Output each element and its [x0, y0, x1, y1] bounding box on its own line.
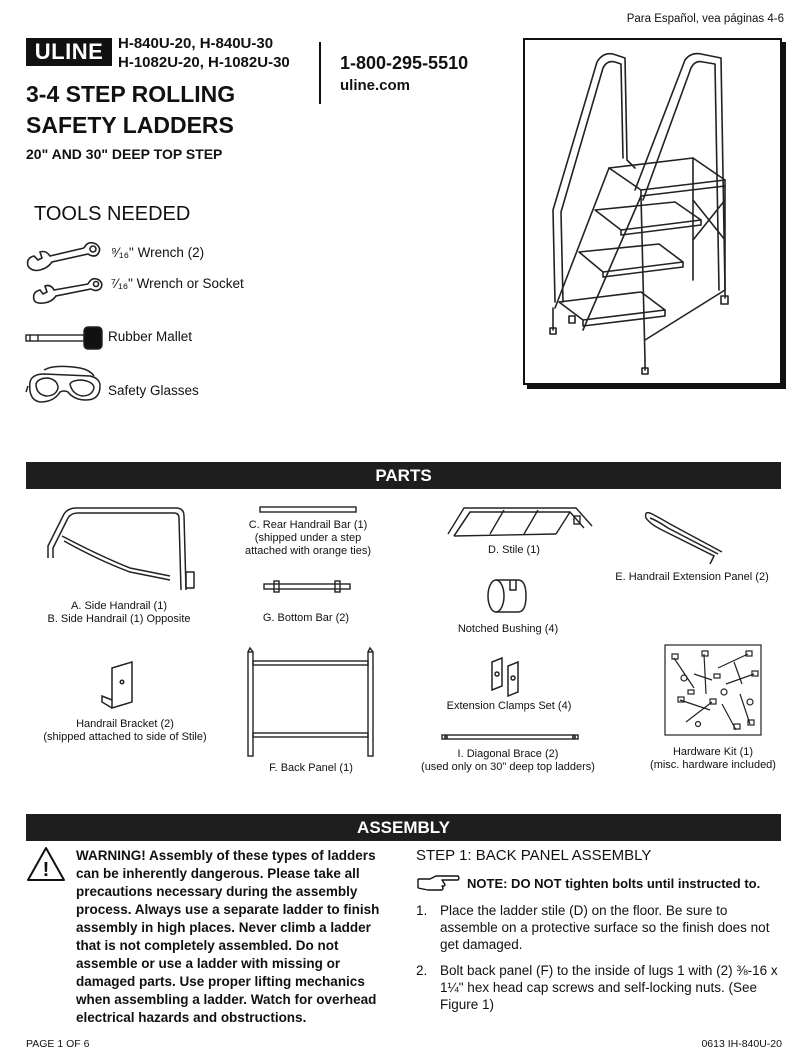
hardware-kit-icon	[664, 644, 762, 736]
list-item	[416, 962, 782, 1013]
bracket-line-2: (shipped attached to side of Stile)	[43, 731, 207, 743]
warning-text	[76, 847, 382, 1027]
brace-line-1: I. Diagonal Brace (2)	[457, 748, 559, 760]
diagonal-brace-icon	[440, 732, 580, 742]
rear-bar-line-2: (shipped under a step	[254, 532, 362, 544]
header-divider	[319, 42, 321, 104]
stile-icon	[444, 504, 594, 540]
side-handrail-caption	[30, 600, 208, 626]
tool-label-3: Rubber Mallet	[108, 329, 193, 344]
models-line-2: H-1082U-20, H-1082U-30	[118, 54, 290, 71]
brace-line-2: (used only on 30" deep top ladders)	[421, 761, 595, 773]
bracket-caption	[28, 718, 222, 744]
wrench-icon	[24, 240, 104, 276]
document-code: 0613 IH-840U-20	[701, 1038, 782, 1050]
page-title	[26, 79, 235, 141]
tool-2-frac: ⁷⁄₁₆	[111, 276, 129, 291]
website: uline.com	[340, 77, 411, 94]
svg-text:!: !	[42, 859, 50, 881]
step-list	[416, 902, 782, 1022]
side-handrail-b: B. Side Handrail (1) Opposite	[47, 613, 191, 625]
tool-1-label: " Wrench (2)	[129, 245, 205, 260]
list-item-number: 1.	[416, 903, 428, 918]
side-handrail-a: A. Side Handrail (1)	[71, 600, 167, 612]
bottom-bar-icon	[262, 580, 352, 594]
hardware-caption	[640, 746, 786, 772]
tool-label-4: Safety Glasses	[108, 383, 199, 398]
pointing-hand-icon	[416, 874, 460, 892]
rolling-ladder-icon	[525, 40, 780, 383]
rear-handrail-bar-icon	[258, 506, 358, 514]
extension-panel-caption: E. Handrail Extension Panel (2)	[615, 571, 769, 583]
mallet-icon	[24, 324, 106, 352]
rear-bar-line-1: C. Rear Handrail Bar (1)	[248, 519, 368, 531]
bushing-caption: Notched Bushing (4)	[457, 623, 559, 635]
warning-body: Assembly of these types of ladders can be inherently dangerous. Please take all precautions necessary during the assembly process. Always use a separate ladder to finish assembly in high places. Never climb a ladder that is not completely assembled. Do not assemble or use a ladder with missing or damaged parts. Use proper lifting mechanics when assembling a ladder. Watch for overhead electrical hazards and obstructions.	[76, 848, 380, 1025]
note-text	[467, 876, 760, 891]
hardware-line-2: (misc. hardware included)	[650, 759, 776, 771]
subtitle: 20" AND 30" DEEP TOP STEP	[26, 146, 223, 162]
title-line-2: SAFETY LADDERS	[26, 112, 234, 138]
tool-label-2	[111, 276, 244, 291]
notched-bushing-icon	[484, 576, 530, 616]
side-handrail-icon	[40, 506, 210, 596]
bottom-bar-caption: G. Bottom Bar (2)	[262, 612, 350, 624]
models-line-1: H-840U-20, H-840U-30	[118, 35, 274, 52]
step-1-title: STEP 1: BACK PANEL ASSEMBLY	[416, 847, 652, 864]
note-suffix: tighten bolts until instructed to.	[561, 876, 761, 891]
hardware-line-1: Hardware Kit (1)	[672, 746, 754, 758]
spanish-note: Para Español, vea páginas 4-6	[626, 13, 784, 25]
page-number: PAGE 1 OF 6	[26, 1038, 90, 1050]
tool-label-1	[111, 245, 204, 260]
uline-logo: ULINE	[26, 38, 112, 66]
phone-number: 1-800-295-5510	[340, 53, 469, 73]
handrail-bracket-icon	[100, 660, 144, 710]
list-item-text: Bolt back panel (F) to the inside of lugs 1 with (2) ⅜-16 x 1¼" hex head cap screws and self-locking nuts. (See Figure 1)	[440, 963, 778, 1012]
list-item-text: Place the ladder stile (D) on the floor. Be sure to assemble on a protective surface so the finish does not get damaged.	[440, 903, 770, 952]
warning-triangle-icon	[26, 846, 66, 882]
tool-1-frac: ⁹⁄₁₆	[111, 245, 130, 260]
title-line-1: 3-4 STEP ROLLING	[26, 81, 236, 107]
handrail-extension-icon	[640, 506, 730, 566]
bracket-line-1: Handrail Bracket (2)	[76, 718, 174, 730]
list-item	[416, 902, 782, 953]
ladder-illustration	[523, 38, 782, 385]
back-panel-icon	[244, 648, 378, 760]
assembly-heading: ASSEMBLY	[26, 814, 781, 841]
rear-bar-line-3: attached with orange ties)	[245, 545, 371, 557]
list-item-number: 2.	[416, 963, 428, 978]
safety-glasses-icon	[24, 362, 104, 408]
warning-lead: WARNING!	[76, 848, 146, 863]
note-prefix: NOTE: DO NOT	[467, 876, 562, 891]
extension-clamps-icon	[488, 656, 524, 696]
wrench-icon	[30, 276, 106, 306]
tool-2-label: " Wrench or Socket	[128, 276, 244, 291]
back-panel-caption: F. Back Panel (1)	[269, 762, 353, 774]
model-numbers	[118, 34, 290, 72]
parts-heading: PARTS	[26, 462, 781, 489]
clamps-caption: Extension Clamps Set (4)	[446, 700, 572, 712]
stile-caption: D. Stile (1)	[488, 544, 540, 556]
rear-handrail-caption	[228, 519, 388, 558]
brace-caption	[408, 748, 608, 774]
tools-heading: TOOLS NEEDED	[34, 203, 191, 225]
